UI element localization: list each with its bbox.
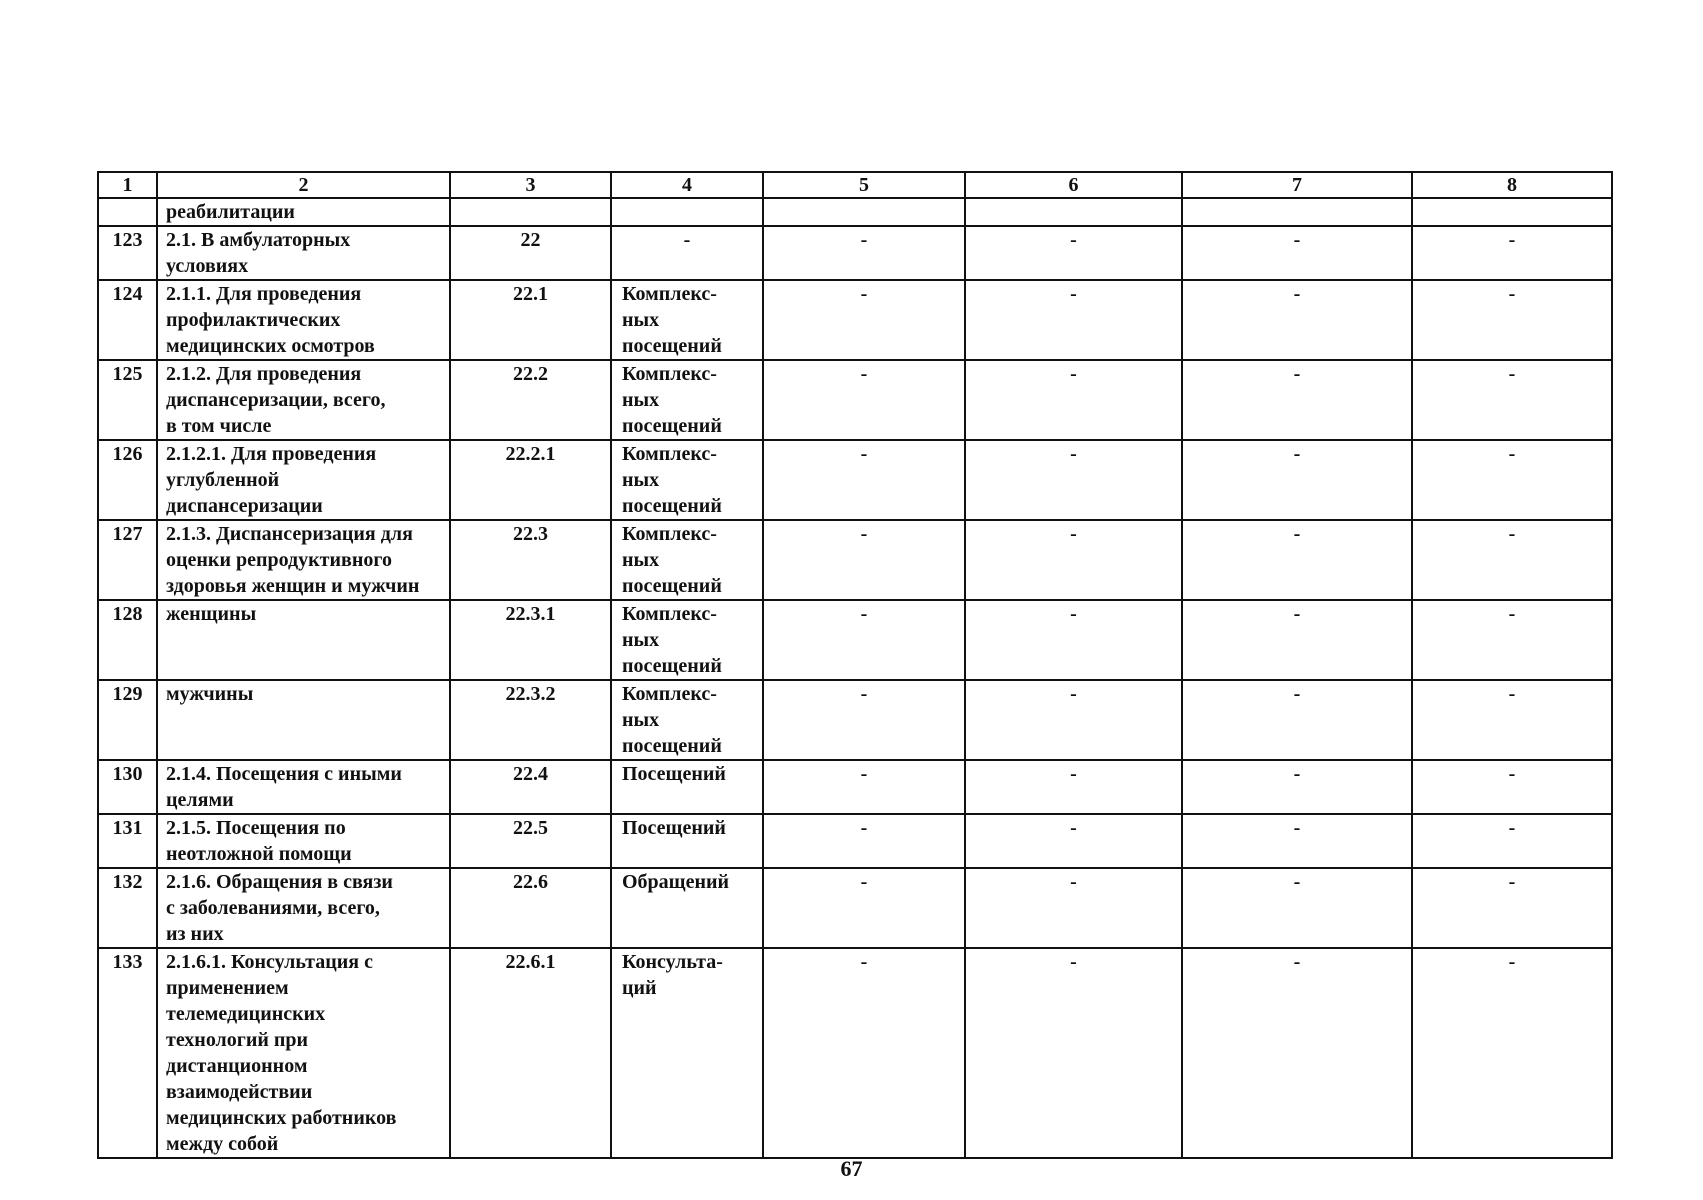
row-col7: - xyxy=(1182,440,1412,520)
row-number: 126 xyxy=(98,440,157,520)
row-number: 133 xyxy=(98,948,157,1158)
row-col8: - xyxy=(1412,520,1612,600)
row-col5: - xyxy=(763,814,965,868)
header-cell-2: 2 xyxy=(157,172,450,198)
row-name: 2.1.2. Для проведения диспансеризации, всего, в том числе xyxy=(157,360,450,440)
row-col5: - xyxy=(763,226,965,280)
row-col7: - xyxy=(1182,360,1412,440)
row-col6: - xyxy=(965,226,1182,280)
row-col7: - xyxy=(1182,760,1412,814)
row-number: 130 xyxy=(98,760,157,814)
row-col7: - xyxy=(1182,280,1412,360)
row-name: 2.1.5. Посещения по неотложной помощи xyxy=(157,814,450,868)
row-col6: - xyxy=(965,680,1182,760)
row-name: 2.1.4. Посещения с иными целями xyxy=(157,760,450,814)
row-col5: - xyxy=(763,280,965,360)
table-row xyxy=(98,600,1612,680)
row-name: реабилитации xyxy=(157,198,450,226)
row-code xyxy=(450,198,611,226)
row-unit: Обращений xyxy=(611,868,763,948)
row-number: 128 xyxy=(98,600,157,680)
row-name: 2.1.2.1. Для проведения углубленной диспансеризации xyxy=(157,440,450,520)
row-name: 2.1.6.1. Консультация с применением телемедицинских технологий при дистанционном взаимодействии медицинских работников между собой xyxy=(157,948,450,1158)
row-number: 131 xyxy=(98,814,157,868)
header-cell-7: 7 xyxy=(1182,172,1412,198)
table-row xyxy=(98,360,1612,440)
row-number: 132 xyxy=(98,868,157,948)
row-col5: - xyxy=(763,520,965,600)
table-row xyxy=(98,680,1612,760)
row-name: 2.1. В амбулаторных условиях xyxy=(157,226,450,280)
row-unit: Комплекс- ных посещений xyxy=(611,280,763,360)
row-name: 2.1.1. Для проведения профилактических медицинских осмотров xyxy=(157,280,450,360)
row-number: 125 xyxy=(98,360,157,440)
row-code: 22.2.1 xyxy=(450,440,611,520)
row-name: 2.1.3. Диспансеризация для оценки репродуктивного здоровья женщин и мужчин xyxy=(157,520,450,600)
row-unit: Комплекс- ных посещений xyxy=(611,680,763,760)
row-col7: - xyxy=(1182,680,1412,760)
row-number: 124 xyxy=(98,280,157,360)
row-col7: - xyxy=(1182,948,1412,1158)
row-col5: - xyxy=(763,600,965,680)
row-col8 xyxy=(1412,198,1612,226)
row-col5: - xyxy=(763,680,965,760)
row-code: 22.2 xyxy=(450,360,611,440)
row-number: 129 xyxy=(98,680,157,760)
row-name: 2.1.6. Обращения в связи с заболеваниями, всего, из них xyxy=(157,868,450,948)
header-cell-4: 4 xyxy=(611,172,763,198)
row-code: 22.6 xyxy=(450,868,611,948)
row-col6: - xyxy=(965,360,1182,440)
row-code: 22.4 xyxy=(450,760,611,814)
row-col6: - xyxy=(965,814,1182,868)
row-col5: - xyxy=(763,760,965,814)
row-col5: - xyxy=(763,360,965,440)
row-number xyxy=(98,198,157,226)
header-cell-3: 3 xyxy=(450,172,611,198)
row-unit: - xyxy=(611,226,763,280)
row-code: 22.6.1 xyxy=(450,948,611,1158)
row-name: мужчины xyxy=(157,680,450,760)
row-col5: - xyxy=(763,440,965,520)
table-row xyxy=(98,760,1612,814)
row-unit: Консульта- ций xyxy=(611,948,763,1158)
table-row xyxy=(98,226,1612,280)
row-col8: - xyxy=(1412,360,1612,440)
row-col8: - xyxy=(1412,948,1612,1158)
row-col7 xyxy=(1182,198,1412,226)
row-col7: - xyxy=(1182,600,1412,680)
row-col7: - xyxy=(1182,868,1412,948)
table-row xyxy=(98,280,1612,360)
row-number: 127 xyxy=(98,520,157,600)
row-col8: - xyxy=(1412,440,1612,520)
table-row xyxy=(98,814,1612,868)
row-col7: - xyxy=(1182,520,1412,600)
row-code: 22.3.2 xyxy=(450,680,611,760)
table-row xyxy=(98,440,1612,520)
page-number: 67 xyxy=(840,1156,863,1181)
row-col5 xyxy=(763,198,965,226)
header-cell-8: 8 xyxy=(1412,172,1612,198)
row-code: 22.1 xyxy=(450,280,611,360)
row-col8: - xyxy=(1412,868,1612,948)
header-cell-5: 5 xyxy=(763,172,965,198)
header-cell-1: 1 xyxy=(98,172,157,198)
row-unit: Комплекс- ных посещений xyxy=(611,520,763,600)
table-row xyxy=(98,520,1612,600)
table-row xyxy=(98,868,1612,948)
row-col6: - xyxy=(965,760,1182,814)
row-col6 xyxy=(965,198,1182,226)
row-col5: - xyxy=(763,868,965,948)
table-header-row xyxy=(98,172,1612,198)
row-unit: Комплекс- ных посещений xyxy=(611,600,763,680)
row-code: 22 xyxy=(450,226,611,280)
row-col6: - xyxy=(965,948,1182,1158)
row-col8: - xyxy=(1412,680,1612,760)
row-unit: Комплекс- ных посещений xyxy=(611,440,763,520)
row-code: 22.3.1 xyxy=(450,600,611,680)
row-unit: Посещений xyxy=(611,760,763,814)
row-col7: - xyxy=(1182,226,1412,280)
header-cell-6: 6 xyxy=(965,172,1182,198)
row-unit: Комплекс- ных посещений xyxy=(611,360,763,440)
data-table xyxy=(97,171,1613,1159)
row-col8: - xyxy=(1412,760,1612,814)
row-unit xyxy=(611,198,763,226)
row-col6: - xyxy=(965,600,1182,680)
row-code: 22.5 xyxy=(450,814,611,868)
table-row xyxy=(98,948,1612,1158)
row-col6: - xyxy=(965,280,1182,360)
row-name: женщины xyxy=(157,600,450,680)
row-col8: - xyxy=(1412,814,1612,868)
row-col5: - xyxy=(763,948,965,1158)
row-col7: - xyxy=(1182,814,1412,868)
row-code: 22.3 xyxy=(450,520,611,600)
row-col8: - xyxy=(1412,226,1612,280)
row-col6: - xyxy=(965,868,1182,948)
row-col6: - xyxy=(965,440,1182,520)
row-number: 123 xyxy=(98,226,157,280)
table-row xyxy=(98,198,1612,226)
row-col8: - xyxy=(1412,280,1612,360)
row-col8: - xyxy=(1412,600,1612,680)
row-unit: Посещений xyxy=(611,814,763,868)
row-col6: - xyxy=(965,520,1182,600)
